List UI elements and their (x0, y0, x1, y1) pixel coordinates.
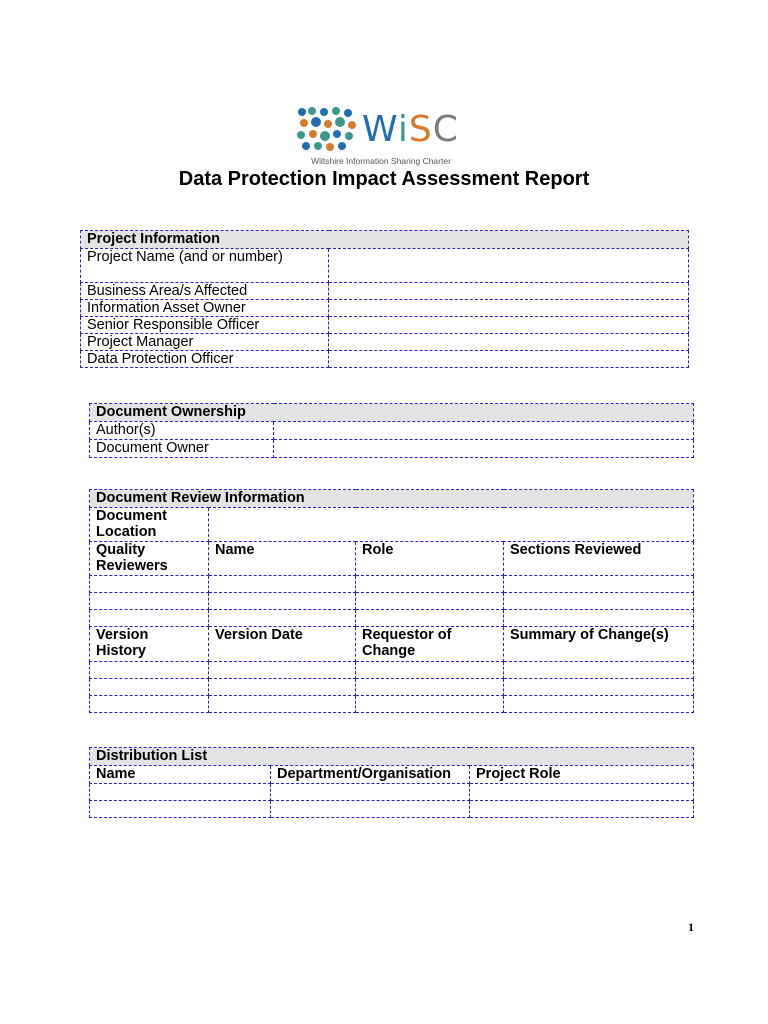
table-cell[interactable] (356, 662, 504, 679)
table-cell[interactable] (90, 784, 271, 801)
table-cell[interactable] (209, 610, 356, 627)
distribution-list-heading: Distribution List (90, 748, 694, 766)
document-owner-label: Document Owner (90, 440, 274, 458)
table-row (90, 679, 694, 696)
table-cell[interactable] (90, 801, 271, 818)
table-row (90, 576, 694, 593)
document-location-label: Document Location (90, 508, 209, 542)
table-cell[interactable] (356, 576, 504, 593)
data-protection-officer-value[interactable] (329, 351, 689, 368)
summary-of-changes-header: Summary of Change(s) (504, 627, 694, 662)
table-cell[interactable] (504, 593, 694, 610)
business-area-label: Business Area/s Affected (81, 283, 329, 300)
project-information-table (80, 230, 689, 368)
wisc-logo (296, 106, 466, 168)
table-cell[interactable] (504, 610, 694, 627)
business-area-value[interactable] (329, 283, 689, 300)
project-role-header: Project Role (470, 766, 694, 784)
document-ownership-table (89, 403, 694, 458)
table-cell[interactable] (470, 784, 694, 801)
data-protection-officer-label: Data Protection Officer (81, 351, 329, 368)
information-asset-owner-label: Information Asset Owner (81, 300, 329, 317)
table-cell[interactable] (470, 801, 694, 818)
reviewer-role-header: Role (356, 542, 504, 576)
table-row (90, 610, 694, 627)
document-owner-value[interactable] (274, 440, 694, 458)
logo-letter-w: W (362, 109, 398, 150)
project-name-value[interactable] (329, 249, 689, 283)
document-ownership-heading: Document Ownership (90, 404, 694, 422)
table-cell[interactable] (356, 679, 504, 696)
table-cell[interactable] (90, 593, 209, 610)
table-cell[interactable] (90, 696, 209, 713)
logo-tagline: Wiltshire Information Sharing Charter (311, 156, 451, 166)
project-information-heading: Project Information (81, 231, 689, 249)
table-row (90, 696, 694, 713)
version-date-header: Version Date (209, 627, 356, 662)
senior-responsible-officer-label: Senior Responsible Officer (81, 317, 329, 334)
table-row (90, 593, 694, 610)
logo-letter-i: i (397, 109, 409, 150)
project-manager-value[interactable] (329, 334, 689, 351)
table-cell[interactable] (90, 662, 209, 679)
department-organisation-header: Department/Organisation (271, 766, 470, 784)
table-cell[interactable] (209, 576, 356, 593)
reviewer-name-header: Name (209, 542, 356, 576)
table-cell[interactable] (90, 679, 209, 696)
table-cell[interactable] (504, 576, 694, 593)
table-cell[interactable] (356, 593, 504, 610)
table-row (90, 801, 694, 818)
table-cell[interactable] (90, 576, 209, 593)
table-cell[interactable] (504, 696, 694, 713)
quality-reviewers-header: Quality Reviewers (90, 542, 209, 576)
document-location-value[interactable] (209, 508, 694, 542)
table-cell[interactable] (90, 610, 209, 627)
project-name-label: Project Name (and or number) (81, 249, 329, 283)
table-cell[interactable] (271, 801, 470, 818)
table-cell[interactable] (356, 610, 504, 627)
logo-wordmark (362, 110, 459, 150)
project-manager-label: Project Manager (81, 334, 329, 351)
table-cell[interactable] (209, 593, 356, 610)
senior-responsible-officer-value[interactable] (329, 317, 689, 334)
table-row (90, 784, 694, 801)
table-cell[interactable] (209, 696, 356, 713)
information-asset-owner-value[interactable] (329, 300, 689, 317)
distribution-list-table (89, 747, 694, 818)
distribution-name-header: Name (90, 766, 271, 784)
requestor-of-change-header: Requestor of Change (356, 627, 504, 662)
table-cell[interactable] (271, 784, 470, 801)
table-row (90, 662, 694, 679)
table-cell[interactable] (504, 679, 694, 696)
document-review-heading: Document Review Information (90, 490, 694, 508)
document-review-table (89, 489, 694, 713)
logo-letter-c: C (432, 109, 459, 150)
sections-reviewed-header: Sections Reviewed (504, 542, 694, 576)
version-history-header: Version History (90, 627, 209, 662)
page-number: 1 (688, 920, 694, 934)
table-cell[interactable] (356, 696, 504, 713)
table-cell[interactable] (209, 679, 356, 696)
authors-value[interactable] (274, 422, 694, 440)
table-cell[interactable] (209, 662, 356, 679)
authors-label: Author(s) (90, 422, 274, 440)
wisc-logo-mark-icon (296, 106, 358, 152)
page-title: Data Protection Impact Assessment Report (178, 168, 590, 190)
logo-letter-s: S (408, 109, 433, 150)
table-cell[interactable] (504, 662, 694, 679)
